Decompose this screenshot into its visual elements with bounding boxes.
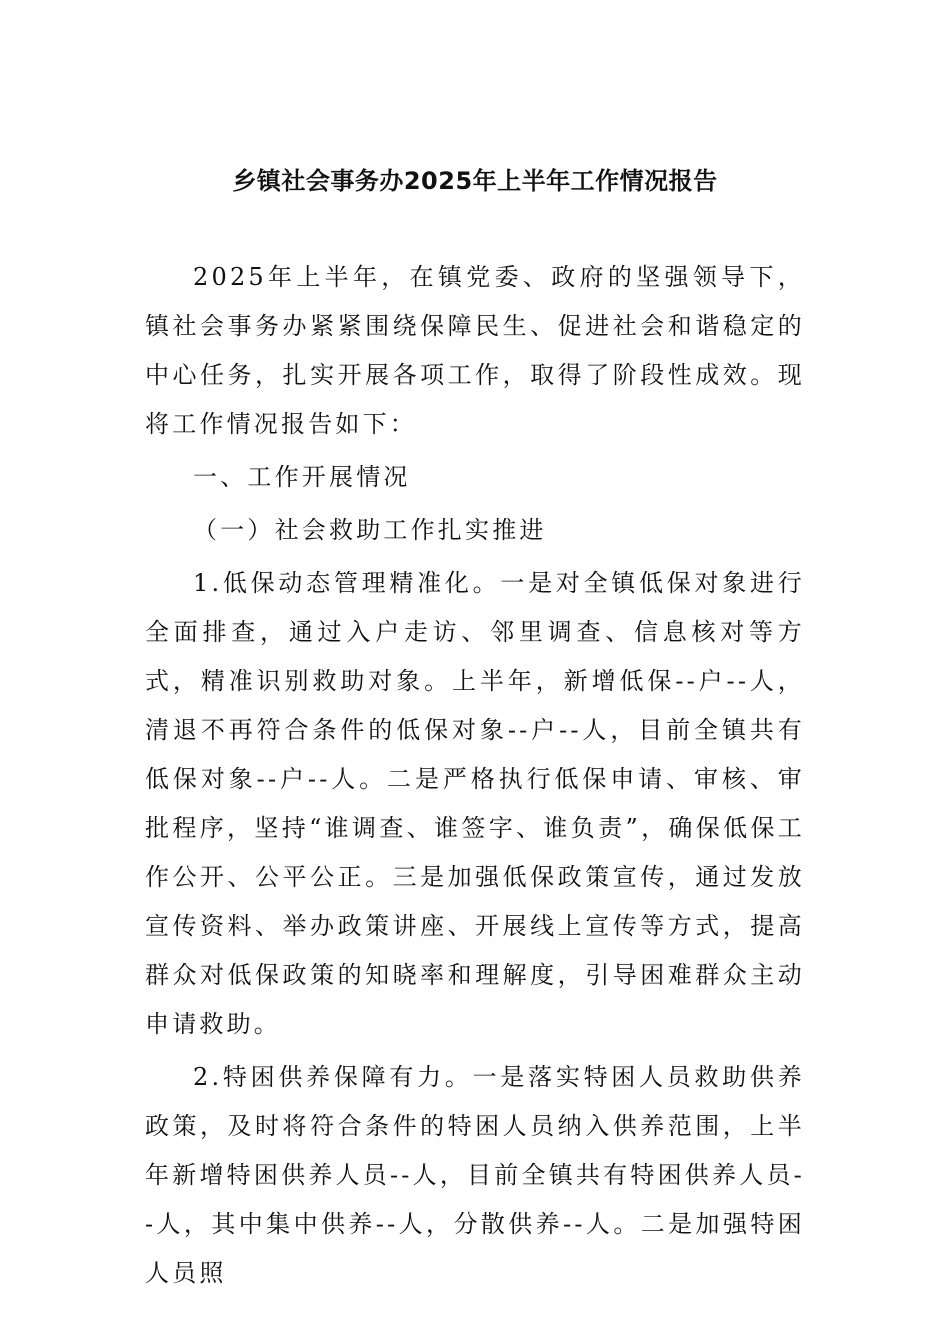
item-paragraph-1: 1.低保动态管理精准化。一是对全镇低保对象进行全面排查，通过入户走访、邻里调查、信息核对等方式，精准识别救助对象。上半年，新增低保--户--人，清退不再符合条件的低保对象--户--人，目前全镇共有低保对象--户--人。二是严格执行低保申请、审核、审批程序，坚持“谁调查、谁签字、谁负责”，确保低保工作公开、公平公正。三是加强低保政策宣传，通过发放宣传资料、举办政策讲座、开展线上宣传等方式，提高群众对低保政策的知晓率和理解度，引导困难群众主动申请救助。 (145, 569, 805, 1038)
document-body (145, 253, 805, 1298)
section-heading: 一、工作开展情况 (193, 463, 411, 491)
subsection-heading: （一）社会救助工作扎实推进 (193, 516, 547, 544)
item-paragraph-2: 2.特困供养保障有力。一是落实特困人员救助供养政策，及时将符合条件的特困人员纳入供养范围，上半年新增特困供养人员--人，目前全镇共有特困供养人员--人，其中集中供养--人，分散供养--人。二是加强特困人员照 (145, 1063, 805, 1287)
document-title: 乡镇社会事务办2025年上半年工作情况报告 (232, 167, 718, 195)
intro-paragraph: 2025年上半年，在镇党委、政府的坚强领导下，镇社会事务办紧紧围绕保障民生、促进社会和谐稳定的中心任务，扎实开展各项工作，取得了阶段性成效。现将工作情况报告如下： (145, 263, 805, 438)
